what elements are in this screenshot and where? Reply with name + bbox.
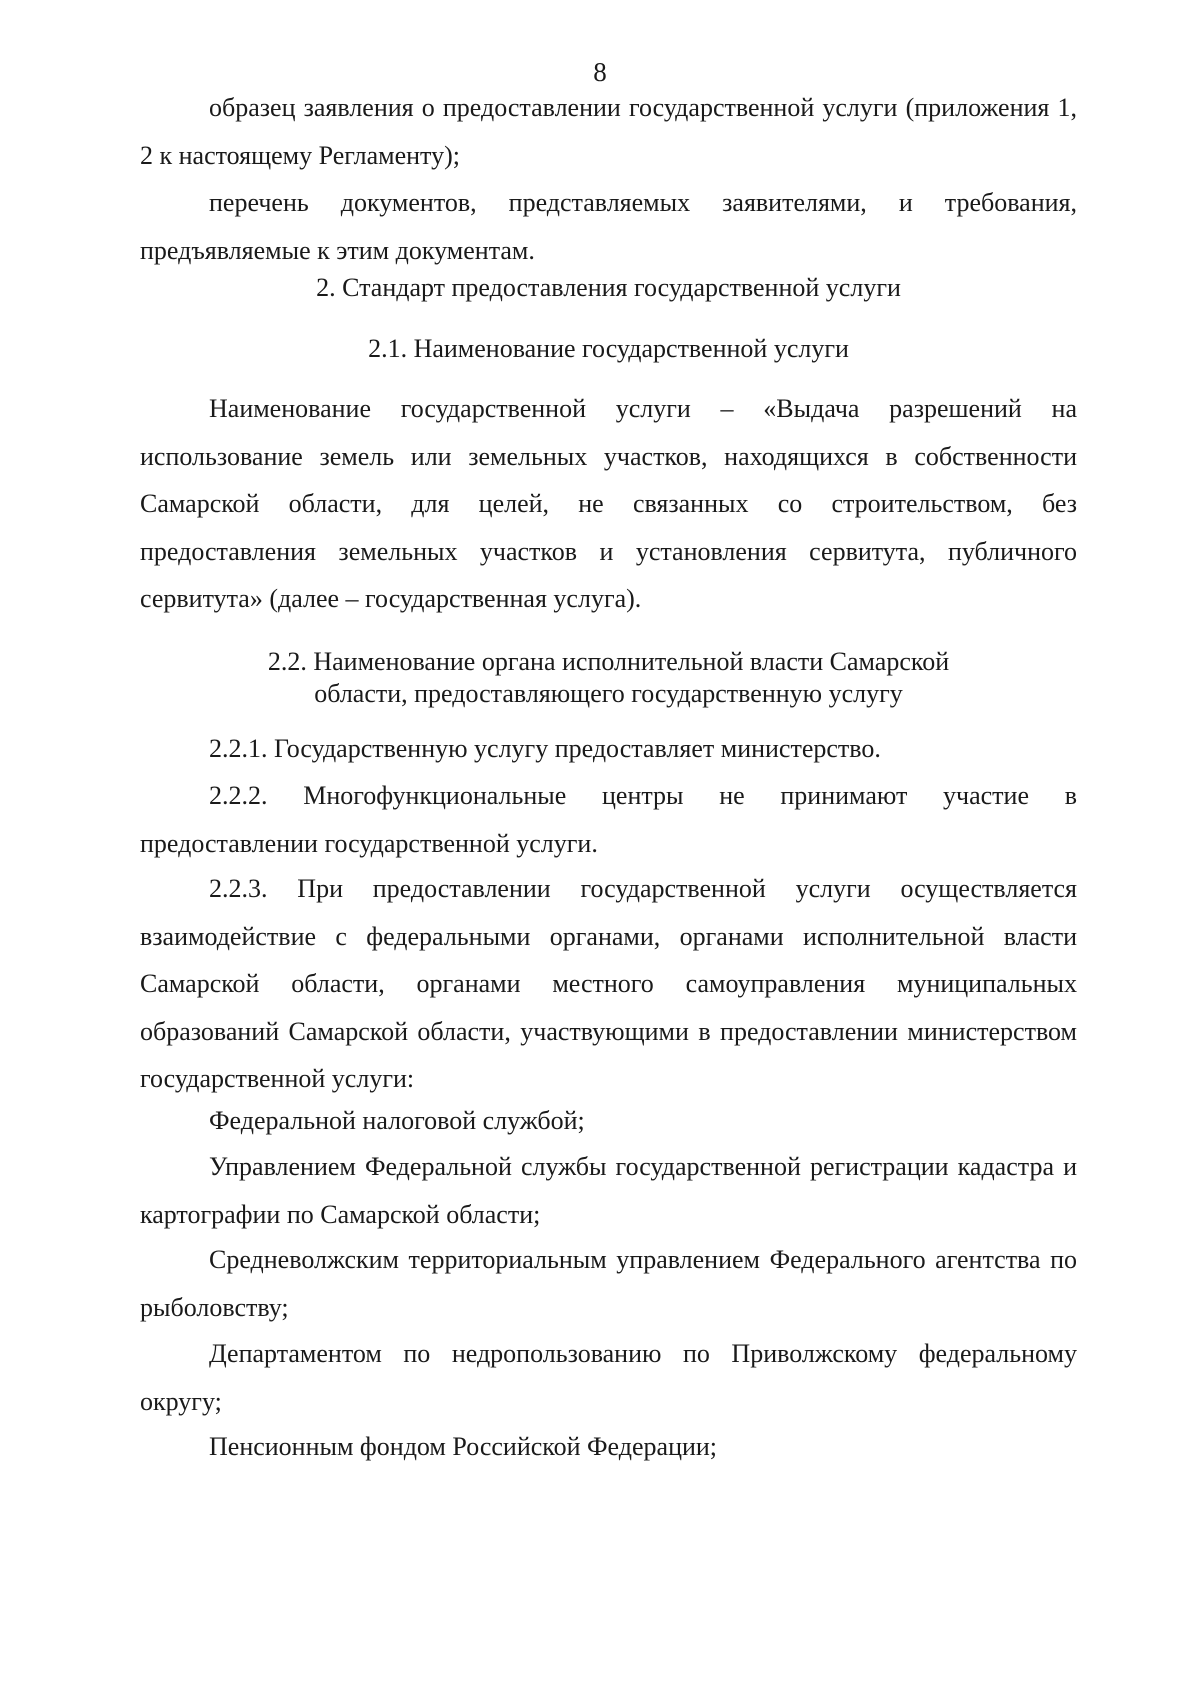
paragraph-service-name: Наименование государственной услуги – «Выдача разрешений на использование земель или земельных участков, находящихся в собственности Самарской области, для целей, не связанных со строительством, без предоставления земельных участков и установления сервитута, публичного сервитута» (далее – государственная услуга). (140, 394, 1077, 613)
section-2-2-heading (140, 646, 1077, 710)
paragraph-2-2-3: 2.2.3. При предоставлении государственной услуги осуществляется взаимодействие с федеральными органами, органами исполнительной власти Самарской области, органами местного самоуправления муниципальных образований Самарской области, участвующими в предоставлении министерством государственной услуги: (140, 874, 1077, 1093)
paragraph-documents-list: перечень документов, представляемых заявителями, и требования, предъявляемые к этим документам. (140, 188, 1077, 265)
list-item-rosreestr: Управлением Федеральной службы государственной регистрации кадастра и картографии по Самарской области; (140, 1152, 1077, 1229)
paragraph-2-2-2: 2.2.2. Многофункциональные центры не принимают участие в предоставлении государственной услуги. (140, 781, 1077, 858)
list-item-subsoil-department: Департаментом по недропользованию по Приволжскому федеральному округу; (140, 1339, 1077, 1416)
list-item-tax-service: Федеральной налоговой службой; (209, 1106, 585, 1135)
section-2-heading: 2. Стандарт предоставления государственной услуги (316, 273, 901, 302)
page-number: 8 (593, 57, 607, 87)
section-2-2-heading-line2: области, предоставляющего государственную услугу (314, 679, 903, 708)
section-2-2-heading-line1: 2.2. Наименование органа исполнительной власти Самарской (267, 647, 950, 676)
paragraph-2-2-1: 2.2.1. Государственную услугу предоставляет министерство. (209, 734, 881, 763)
list-item-fishery-agency: Средневолжским территориальным управлением Федерального агентства по рыболовству; (140, 1245, 1077, 1322)
list-item-pension-fund: Пенсионным фондом Российской Федерации; (209, 1432, 718, 1461)
section-2-1-heading: 2.1. Наименование государственной услуги (368, 334, 849, 363)
paragraph-application-sample: образец заявления о предоставлении государственной услуги (приложения 1, 2 к настоящему Регламенту); (140, 93, 1077, 170)
